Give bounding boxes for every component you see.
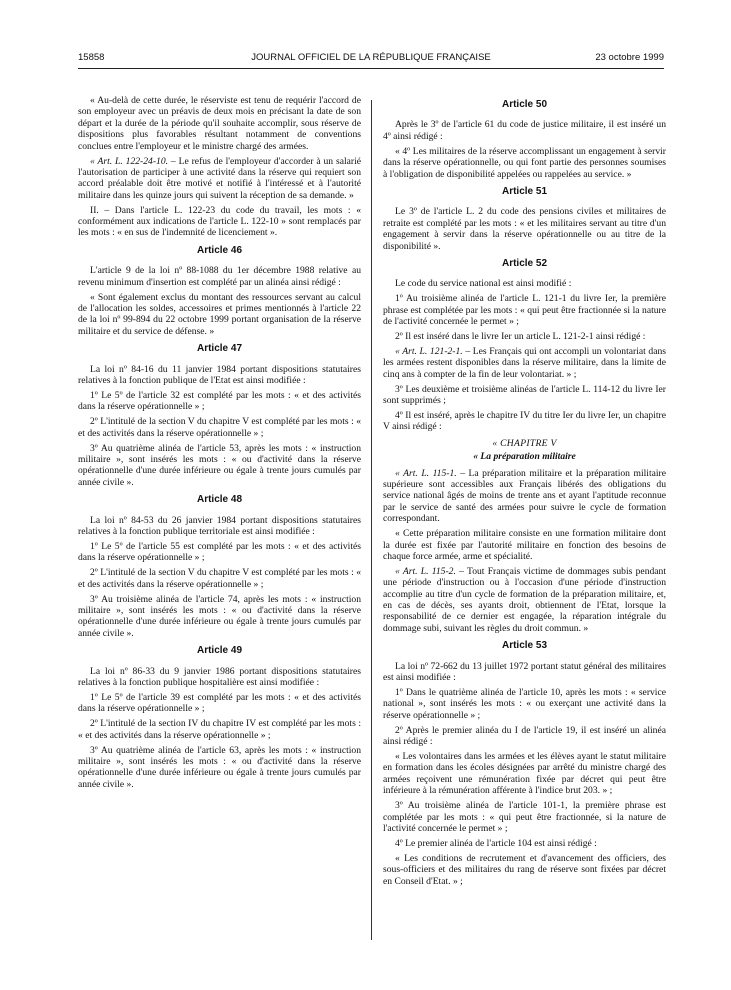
- article-reference: « Art. L. 122-24-10.: [90, 155, 169, 167]
- article-heading: Article 48: [196, 494, 243, 506]
- paragraph: La loi nº 84-16 du 11 janvier 1984 portant dispositions statutaires relatives à la fonction publique de l'Etat est ainsi modifiée :: [78, 363, 361, 387]
- journal-title: JOURNAL OFFICIEL DE LA RÉPUBLIQUE FRANÇAISE: [251, 52, 491, 63]
- header-rule: [78, 68, 664, 69]
- paragraph: 1º Au troisième alinéa de l'article L. 121-1 du livre Ier, la première phrase est complétée par les mots : « qui peut être fractionnée si la nature de l'activité concernée le permet » ;: [383, 293, 666, 328]
- paragraph: [383, 346, 666, 380]
- chapter-title: « La préparation militaire: [473, 451, 576, 463]
- paragraph: L'article 9 de la loi nº 88-1088 du 1er décembre 1988 relative au revenu minimum d'insertion est complété par un alinéa ainsi rédigé :: [78, 265, 361, 288]
- paragraph: Le 3º de l'article L. 2 du code des pensions civiles et militaires de retraite est complété par les mots : « et les militaires servant au titre d'un engagement à servir dans la réserve opérationnelle ou au titre de la disponibilité ».: [383, 206, 666, 252]
- paragraph: II. – Dans l'article L. 122-23 du code du travail, les mots : « conformément aux indications de l'article L. 122-10 » sont remplacés par les mots : « en sus de l'indemnité de licenciement ».: [78, 204, 361, 239]
- paragraph: « Sont également exclus du montant des ressources servant au calcul de l'allocation les soldes, accessoires et primes mentionnés à l'article 22 de la loi nº 99-894 du 22 octobre 1999 portant organisation de la réserve militaire et du service de défense. »: [78, 291, 361, 337]
- paragraph: 2º Après le premier alinéa du I de l'article 19, il est inséré un alinéa ainsi rédigé :: [383, 724, 666, 748]
- issue-date: 23 octobre 1999: [595, 52, 664, 63]
- paragraph-text: – Tout Français victime de dommages subis pendant une période d'instruction ou à l'occasion d'une période d'instruction accomplie au titre d'un cycle de formation de la préparation militaire, et, en cas de décès, ses ayants droit, obtiennent de l'Etat, lorsque la responsabilité de ce dernier est engagée, la réparation intégrale du dommage subi, suivant les règles du droit commun. »: [383, 565, 667, 634]
- paragraph: 3º Au quatrième alinéa de l'article 63, après les mots : « instruction militaire », sont insérés les mots : « ou d'activité dans la réserve opérationnelle d'une durée inférieure ou égale à trente jours cumulés par année civile ».: [78, 744, 361, 790]
- paragraph: « Au-delà de cette durée, le réserviste est tenu de requérir l'accord de son employeur avec un préavis de deux mois en précisant la date de son départ et la durée de la période qu'il souhaite accomplir, sous réserve de dispositions plus favorables résultant notamment de conventions conclues entre l'employeur et le ministre chargé des armées.: [78, 95, 361, 152]
- left-column: [78, 95, 361, 794]
- paragraph-text: – La préparation militaire et la préparation militaire supérieure sont accessibles aux Français libérés des obligations du service national âgés de moins de trente ans et ayant l'aptitude reconnue par le service de santé des armées pour suivre le cycle de formation correspondant.: [383, 467, 666, 525]
- article-reference: « Art. L. 115-1.: [395, 467, 457, 479]
- paragraph: 3º Au quatrième alinéa de l'article 53, après les mots : « instruction militaire », sont insérés les mots : « ou d'activité dans la réserve opérationnelle d'une durée inférieure ou égale à trente jours cumulés par année civile ».: [78, 442, 361, 488]
- article-heading: Article 46: [196, 244, 243, 256]
- paragraph: 3º Au troisième alinéa de l'article 74, après les mots : « instruction militaire », sont insérés les mots : « ou d'activité dans la réserve opérationnelle d'une durée inférieure ou égale à trente jours cumulés par année civile ».: [78, 593, 361, 639]
- paragraph: 1º Le 5º de l'article 39 est complété par les mots : « et des activités dans la réserve opérationnelle » ;: [78, 691, 361, 715]
- article-heading: Article 47: [196, 343, 243, 355]
- right-column: [383, 95, 666, 890]
- paragraph-text: – Le refus de l'employeur d'accorder à un salarié l'autorisation de participer à une activité dans la réserve qui requiert son accord préalable doit être motivé et notifié à l'intéressé et à l'autorité militaire dans les quinze jours qui suivent la réception de sa demande. »: [78, 155, 361, 201]
- paragraph: 1º Dans le quatrième alinéa de l'article 10, après les mots : « service national », sont insérés les mots : « ou exerçant une activité dans la réserve opérationnelle » ;: [383, 686, 666, 721]
- paragraph: « Les volontaires dans les armées et les élèves ayant le statut militaire en formation dans les écoles désignées par arrêté du ministre chargé des armées reçoivent une rémunération fixée par décret qui peut être inférieure à la rémunération afférente à l'indice brut 203. » ;: [383, 751, 666, 797]
- paragraph: Après le 3º de l'article 61 du code de justice militaire, il est inséré un 4º ainsi rédigé :: [383, 119, 666, 142]
- paragraph: 2º Il est inséré dans le livre Ier un article L. 121-2-1 ainsi rédigé :: [395, 331, 646, 342]
- paragraph: « Cette préparation militaire consiste en une formation militaire dont la durée est fixée par l'autorité militaire en fonction des besoins de chaque force armée, arme et spécialité.: [383, 528, 666, 562]
- paragraph: [383, 566, 666, 634]
- paragraph: 2º L'intitulé de la section V du chapitre V est complété par les mots : « et des activités dans la réserve opérationnelle » ;: [78, 567, 361, 590]
- page-header: [78, 52, 664, 68]
- paragraph: 1º Le 5º de l'article 32 est complété par les mots : « et des activités dans la réserve opérationnelle » ;: [78, 389, 361, 413]
- paragraph: La loi nº 84-53 du 26 janvier 1984 portant dispositions statutaires relatives à la fonction publique territoriale est ainsi modifiée :: [78, 514, 361, 537]
- paragraph-text: – Les Français qui ont accompli un volontariat dans les armées restent disponibles dans la réserve militaire, dans la limite de cinq ans à compter de la fin de leur volontariat. » ;: [383, 345, 667, 380]
- paragraph: 4º Le premier alinéa de l'article 104 est ainsi rédigé :: [395, 837, 597, 849]
- article-heading: Article 53: [501, 640, 548, 652]
- paragraph: 3º Au troisième alinéa de l'article 101-1, la première phrase est complétée par les mots : « qui peut être fractionnée, si la nature de l'activité concernée le permet » ;: [383, 800, 666, 834]
- article-heading: Article 50: [501, 99, 548, 110]
- paragraph: La loi nº 72-662 du 13 juillet 1972 portant statut général des militaires est ainsi modifiée :: [383, 660, 666, 684]
- paragraph: Le code du service national est ainsi modifié :: [395, 278, 572, 290]
- paragraph: [78, 156, 361, 202]
- article-heading: Article 49: [196, 645, 243, 657]
- paragraph: « 4º Les militaires de la réserve accomplissant un engagement à servir dans la réserve opérationnelle, ou qui font partie des personnes soumises à l'obligation de disponibilité appelées ou rappelées au service. »: [383, 145, 666, 180]
- page-number: 15858: [78, 52, 105, 63]
- paragraph: La loi nº 86-33 du 9 janvier 1986 portant dispositions statutaires relatives à la fonction publique hospitalière est ainsi modifiée :: [78, 665, 361, 688]
- paragraph: 1º Le 5º de l'article 55 est complété par les mots : « et des activités dans la réserve opérationnelle » ;: [78, 540, 361, 564]
- article-reference: « Art. L. 121-2-1.: [395, 345, 463, 357]
- paragraph: « Les conditions de recrutement et d'avancement des officiers, des sous-officiers et des militaires du rang de réserve sont fixées par décret en Conseil d'Etat. » ;: [383, 852, 666, 887]
- paragraph: 2º L'intitulé de la section IV du chapitre IV est complété par les mots : « et des activités dans la réserve opérationnelle » ;: [78, 718, 361, 741]
- article-heading: Article 52: [501, 257, 548, 269]
- column-divider: [371, 100, 372, 940]
- chapter-heading: « CHAPITRE V: [492, 437, 557, 449]
- paragraph: 2º L'intitulé de la section V du chapitre V est complété par les mots : « et des activités dans la réserve opérationnelle » ;: [78, 416, 361, 439]
- article-reference: « Art. L. 115-2.: [395, 565, 456, 577]
- article-heading: Article 51: [501, 185, 548, 197]
- paragraph: 4º Il est inséré, après le chapitre IV du titre Ier du livre Ier, un chapitre V ainsi rédigé :: [383, 409, 666, 433]
- paragraph: 3º Les deuxième et troisième alinéas de l'article L. 114-12 du livre Ier sont supprimés ;: [383, 383, 666, 407]
- paragraph: [383, 468, 666, 525]
